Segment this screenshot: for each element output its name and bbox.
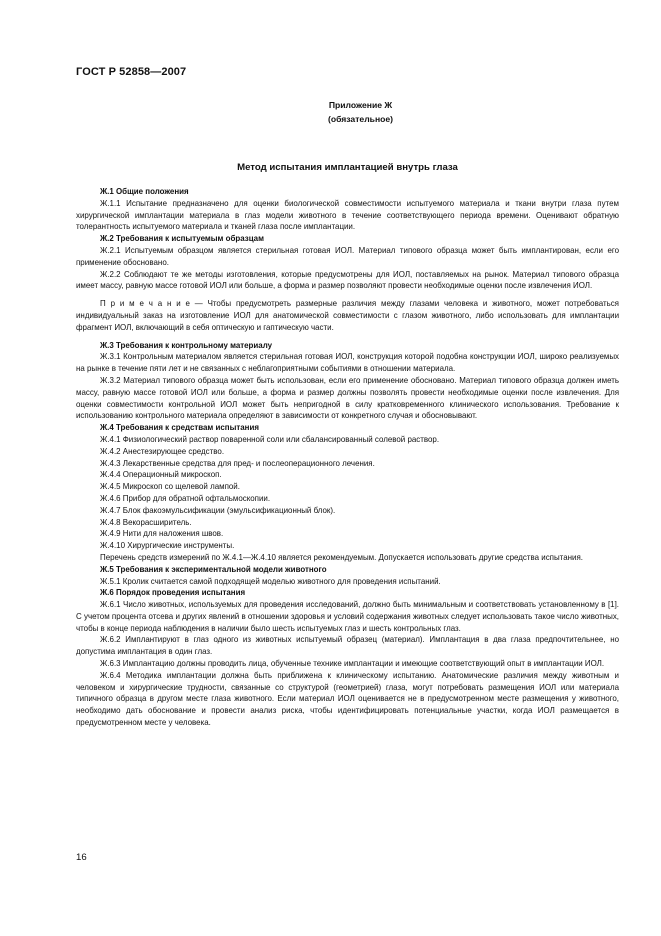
list-item: Ж.4.4 Операционный микроскоп. [100,470,222,480]
annex-status: (обязательное) [327,114,394,124]
page-number: 16 [76,852,87,863]
section-heading: Ж.2 Требования к испытуемым образцам [100,234,264,244]
paragraph: Ж.5.1 Кролик считается самой подходящей моделью животного для проведения испытаний. [100,576,441,586]
annex-heading [0,98,661,126]
paragraph: Ж.6.4 Методика имплантации должна быть приближена к клиническому испытанию. Анатомические различия между животным и человеком и хирургические трудности, связанные со структурой (геометрией) глаза, могут потребовать размещения ИОЛ или материала типичного образца в другом месте глаза животного. Если материал ИОЛ оценивается не в предусмотренном месте размещения у животного, необходимо дать обоснование и провести анализ риска, чтобы идентифицировать потенциальные участки, когда ИОЛ размещается в предусмотренном месте у человека. [76,670,619,728]
list-item: Ж.4.9 Нити для наложения швов. [100,529,224,539]
paragraph: Ж.2.1 Испытуемым образцом является стерильная готовая ИОЛ. Материал типового образца может быть имплантирован, если его применение обосновано. [76,245,619,267]
list-item: Ж.4.6 Прибор для обратной офтальмоскопии. [100,493,271,503]
paragraph: Перечень средств измерений по Ж.4.1—Ж.4.10 является рекомендуемым. Допускается использовать другие средства испытания. [100,552,583,562]
annex-title: Приложение Ж [328,100,393,110]
paragraph: Ж.1.1 Испытание предназначено для оценки биологической совместимости испытуемого материала и ткани внутри глаза путем хирургической имплантации материала в глаз модели животного в течение соответствующего периода времени. Оценивают обратную толерантность испытуемого материала и тканей глаза после имплантации. [76,198,619,232]
list-item: Ж.4.7 Блок факоэмульсификации (эмульсификационный блок). [100,505,336,515]
list-item: Ж.4.10 Хирургические инструменты. [100,541,235,551]
list-item: Ж.4.1 Физиологический раствор поваренной соли или сбалансированный солевой раствор. [100,434,440,444]
paragraph: Ж.6.2 Имплантируют в глаз одного из животных испытуемый образец (материал). Имплантация в два глаза предпочтительнее, но допустима имплантация в один глаз. [76,635,619,657]
document-title: Метод испытания имплантацией внутрь глаза [237,162,458,173]
standard-header: ГОСТ Р 52858—2007 [76,66,187,78]
list-item: Ж.4.3 Лекарственные средства для пред- и послеоперационного лечения. [100,458,375,468]
note-text: — Чтобы предусмотреть размерные различия между глазами человека и животного, может потребоваться индивидуальный заказ на изготовление ИОЛ для анатомической совместимости с глазом животного, либо использовать для имплантации фрагмент ИОЛ, включающий в себя оптическую и гаптическую части. [76,299,619,332]
paragraph: Ж.2.2 Соблюдают те же методы изготовления, которые предусмотрены для ИОЛ, поставляемых на рынок. Материал типового образца имеет массу, равную массе готовой ИОЛ или больше, а форма и размер позволяют провести необходимые оценки после извлечения ИОЛ. [76,269,619,291]
list-item: Ж.4.8 Векорасширитель. [100,517,192,527]
note-label: П р и м е ч а н и е [100,299,190,309]
section-heading: Ж.6 Порядок проведения испытания [100,588,246,598]
section-heading: Ж.5 Требования к экспериментальной модели животного [100,564,327,574]
paragraph: Ж.3.1 Контрольным материалом является стерильная готовая ИОЛ, конструкция которой подобна конструкции ИОЛ, широко реализуемых на рынке в течение пяти лет и не связанных с неблагоприятными событиями в отношении материала. [76,352,619,374]
document-body [76,186,619,729]
paragraph: Ж.6.3 Имплантацию должны проводить лица, обученные технике имплантации и имеющие соответствующий опыт в имплантации ИОЛ. [100,659,605,669]
list-item: Ж.4.2 Анестезирующее средство. [100,446,225,456]
section-heading: Ж.3 Требования к контрольному материалу [100,340,273,350]
list-item: Ж.4.5 Микроскоп со щелевой лампой. [100,482,240,492]
paragraph: Ж.6.1 Число животных, используемых для проведения исследований, должно быть минимальным и соответствовать установленному в [1]. С учетом процента отсева и других явлений в отношении здоровья и условий содержания животных следует использовать такое число животных, чтобы в конце периода наблюдения в наличии было шесть испытуемых глаз и шесть контрольных глаз. [76,600,619,633]
note [76,298,619,333]
section-heading: Ж.1 Общие положения [100,187,189,196]
paragraph: Ж.3.2 Материал типового образца может быть использован, если его применение обосновано. Материал типового образца должен иметь массу, равную массе готовой ИОЛ или больше, а форма и размер должны позволять провести необходимые оценки после извлечения. Для оценки совместимости контрольной ИОЛ может быть непригодной в силу кратковременного клинического использования. Требование к использованию контрольного материала определяют в зависимости от конкретного случая и обосновывают. [76,375,619,421]
section-heading: Ж.4 Требования к средствам испытания [100,423,259,433]
